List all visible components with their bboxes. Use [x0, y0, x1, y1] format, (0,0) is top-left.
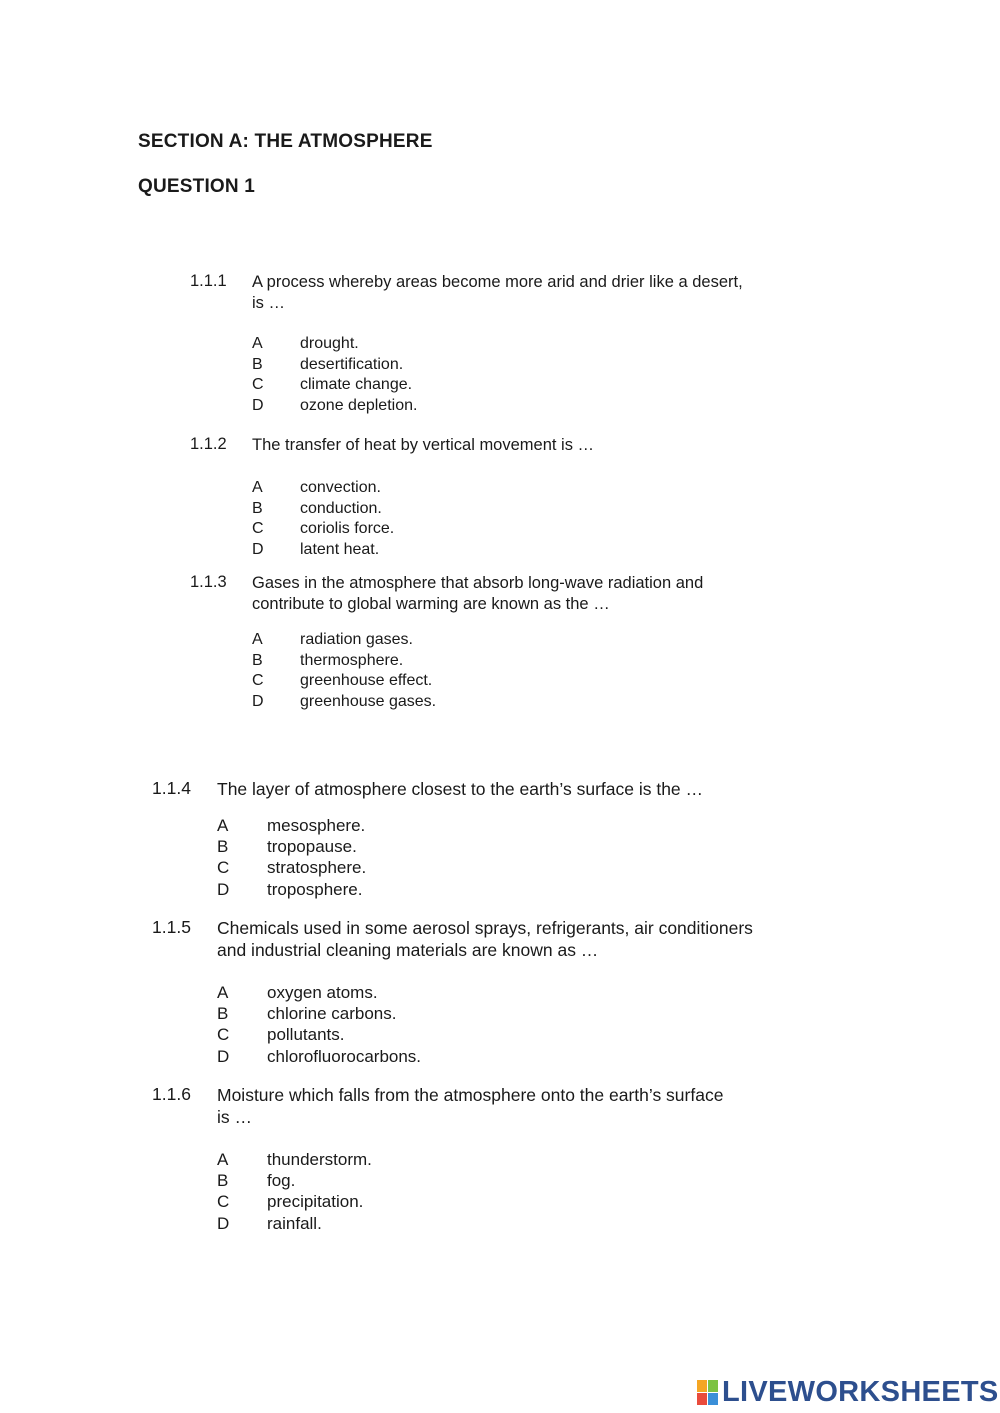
- option-text: radiation gases.: [300, 631, 413, 648]
- liveworksheets-watermark[interactable]: [697, 1376, 999, 1409]
- option-text: climate change.: [300, 376, 413, 393]
- option[interactable]: [217, 1170, 723, 1191]
- option[interactable]: [252, 334, 743, 355]
- option-letter: B: [252, 499, 263, 517]
- option[interactable]: [252, 499, 594, 520]
- option-letter: C: [217, 1192, 230, 1212]
- question-line: Chemicals used in some aerosol sprays, refrigerants, air conditioners: [217, 918, 753, 938]
- option[interactable]: [217, 836, 703, 857]
- question-1-1-3: [190, 573, 810, 712]
- question-line: The transfer of heat by vertical movement is …: [252, 436, 595, 454]
- option-text: chlorofluorocarbons.: [267, 1046, 422, 1066]
- question-number: 1.1.2: [190, 435, 227, 453]
- option-text: coriolis force.: [300, 520, 395, 537]
- option-letter: A: [217, 816, 229, 835]
- option[interactable]: [252, 396, 743, 417]
- question-line: A process whereby areas become more arid and drier like a desert,: [252, 273, 743, 291]
- option-letter: C: [217, 858, 230, 878]
- option-text: troposphere.: [267, 879, 363, 899]
- option-letter: D: [217, 879, 230, 899]
- question-text: [252, 272, 743, 416]
- question-line: Gases in the atmosphere that absorb long-wave radiation and: [252, 574, 704, 592]
- option-letter: A: [252, 631, 263, 648]
- option-text: mesosphere.: [267, 816, 366, 835]
- question-title: QUESTION 1: [138, 176, 256, 197]
- question-1-1-1: [190, 272, 810, 416]
- option[interactable]: [252, 630, 703, 651]
- option-text: desertification.: [300, 355, 404, 373]
- options-list: [217, 1149, 723, 1234]
- option[interactable]: [252, 355, 743, 376]
- option-letter: D: [217, 1213, 230, 1233]
- option-text: conduction.: [300, 499, 382, 517]
- question-1-1-4: [152, 778, 812, 900]
- option[interactable]: [217, 1003, 753, 1024]
- option-letter: C: [217, 1025, 230, 1045]
- option[interactable]: [217, 982, 753, 1003]
- option-text: ozone depletion.: [300, 396, 418, 414]
- option-text: oxygen atoms.: [267, 983, 378, 1002]
- option-text: rainfall.: [267, 1213, 322, 1233]
- question-number: 1.1.5: [152, 917, 191, 937]
- question-1-1-2: [190, 435, 810, 560]
- option[interactable]: [217, 1024, 753, 1045]
- option-letter: B: [252, 651, 263, 669]
- question-text: [217, 1084, 723, 1234]
- question-text: [217, 917, 753, 1067]
- option[interactable]: [252, 519, 594, 540]
- option[interactable]: [252, 692, 703, 713]
- option[interactable]: [252, 478, 594, 499]
- option-letter: A: [217, 1150, 229, 1169]
- option-text: latent heat.: [300, 540, 380, 558]
- option-text: pollutants.: [267, 1025, 345, 1045]
- options-list: [217, 982, 753, 1067]
- liveworksheets-logo-icon: [697, 1380, 719, 1406]
- option-letter: B: [217, 1171, 229, 1191]
- option-text: convection.: [300, 479, 381, 496]
- option-letter: C: [252, 520, 264, 537]
- option-letter: D: [217, 1046, 230, 1066]
- option-text: chlorine carbons.: [267, 1004, 397, 1024]
- question-line: Moisture which falls from the atmosphere onto the earth’s surface: [217, 1085, 724, 1105]
- question-1-1-6: [152, 1084, 812, 1234]
- option[interactable]: [217, 1149, 723, 1170]
- question-number: 1.1.6: [152, 1084, 191, 1104]
- option-letter: A: [217, 983, 229, 1002]
- option-letter: B: [252, 355, 263, 373]
- option-letter: B: [217, 1004, 229, 1024]
- question-text: [252, 573, 703, 712]
- question-number: 1.1.3: [190, 573, 227, 591]
- option-letter: D: [252, 540, 264, 558]
- option-text: fog.: [267, 1171, 296, 1191]
- question-text: [217, 778, 703, 900]
- option-text: greenhouse gases.: [300, 692, 437, 710]
- option-text: greenhouse effect.: [300, 672, 433, 689]
- option-letter: D: [252, 396, 264, 414]
- options-list: [252, 478, 594, 560]
- option[interactable]: [217, 815, 703, 836]
- option[interactable]: [217, 857, 703, 878]
- option[interactable]: [252, 375, 743, 396]
- option[interactable]: [217, 879, 703, 900]
- option[interactable]: [252, 671, 703, 692]
- option[interactable]: [217, 1191, 723, 1212]
- option-text: precipitation.: [267, 1192, 364, 1212]
- option-text: tropopause.: [267, 837, 357, 857]
- option-letter: A: [252, 335, 263, 352]
- option-letter: A: [252, 479, 263, 496]
- option-text: thermosphere.: [300, 651, 404, 669]
- question-line: contribute to global warming are known as the …: [252, 595, 610, 613]
- option[interactable]: [217, 1046, 753, 1067]
- section-title: SECTION A: THE ATMOSPHERE: [138, 131, 433, 152]
- question-line: is …: [252, 294, 285, 312]
- options-list: [252, 630, 703, 712]
- question-1-1-5: [152, 917, 812, 1067]
- options-list: [252, 334, 743, 416]
- option[interactable]: [252, 540, 594, 561]
- option-text: thunderstorm.: [267, 1150, 372, 1169]
- option-text: stratosphere.: [267, 858, 367, 878]
- option[interactable]: [217, 1213, 723, 1234]
- option[interactable]: [252, 651, 703, 672]
- question-line: is …: [217, 1107, 252, 1127]
- question-text: [252, 435, 594, 560]
- option-letter: D: [252, 692, 264, 710]
- option-letter: C: [252, 376, 264, 393]
- options-list: [217, 815, 703, 900]
- option-letter: C: [252, 672, 264, 689]
- question-number: 1.1.4: [152, 778, 191, 798]
- question-line: The layer of atmosphere closest to the earth’s surface is the …: [217, 779, 704, 799]
- question-number: 1.1.1: [190, 272, 227, 290]
- watermark-text: LIVEWORKSHEETS: [722, 1376, 999, 1408]
- option-letter: B: [217, 837, 229, 857]
- option-text: drought.: [300, 335, 359, 352]
- question-line: and industrial cleaning materials are known as …: [217, 940, 599, 960]
